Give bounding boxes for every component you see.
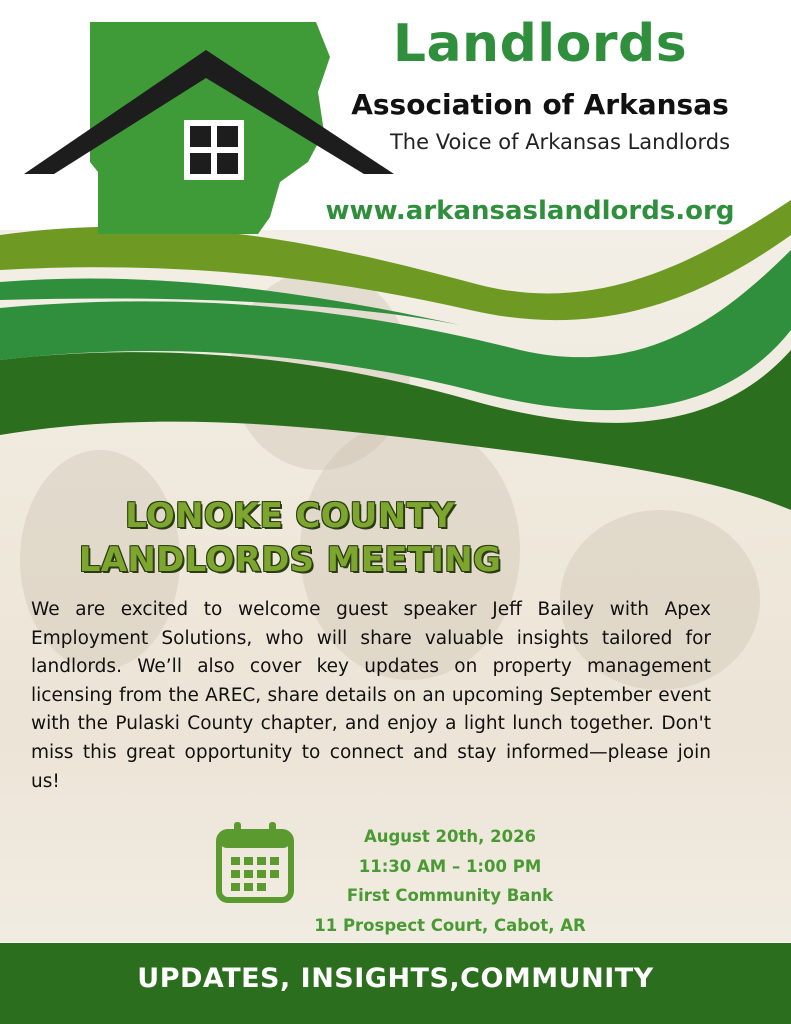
website-link[interactable]: www.arkansaslandlords.org [325, 196, 735, 226]
brand-tagline: The Voice of Arkansas Landlords [389, 130, 731, 154]
brand-title: Landlords [392, 14, 688, 74]
event-address: 11 Prospect Court, Cabot, AR [314, 915, 586, 935]
event-venue: First Community Bank [346, 886, 554, 905]
meeting-title [0, 494, 580, 582]
event-details [300, 822, 600, 940]
event-time: 11:30 AM – 1:00 PM [358, 856, 542, 876]
meeting-description: We are excited to welcome guest speaker Jeff Bailey with Apex Employment Solutions, who will share valuable insights tailored for landlords. We’ll also cover key updates on property management licensing from the AREC, share details on an upcoming September event with the Pulaski County chapter, and enjoy a light lunch together. Don't miss this great opportunity to connect and stay informed—please join us! [31, 599, 711, 792]
event-date: August 20th, 2026 [363, 827, 537, 846]
footer-slogan: UPDATES, INSIGHTS,COMMUNITY [137, 963, 654, 994]
brand-subtitle: Association of Arkansas [351, 88, 729, 121]
meeting-title-line1: LONOKE COUNTY [125, 496, 455, 536]
calendar-icon [214, 820, 296, 904]
meeting-title-line2: LANDLORDS MEETING [78, 540, 502, 580]
